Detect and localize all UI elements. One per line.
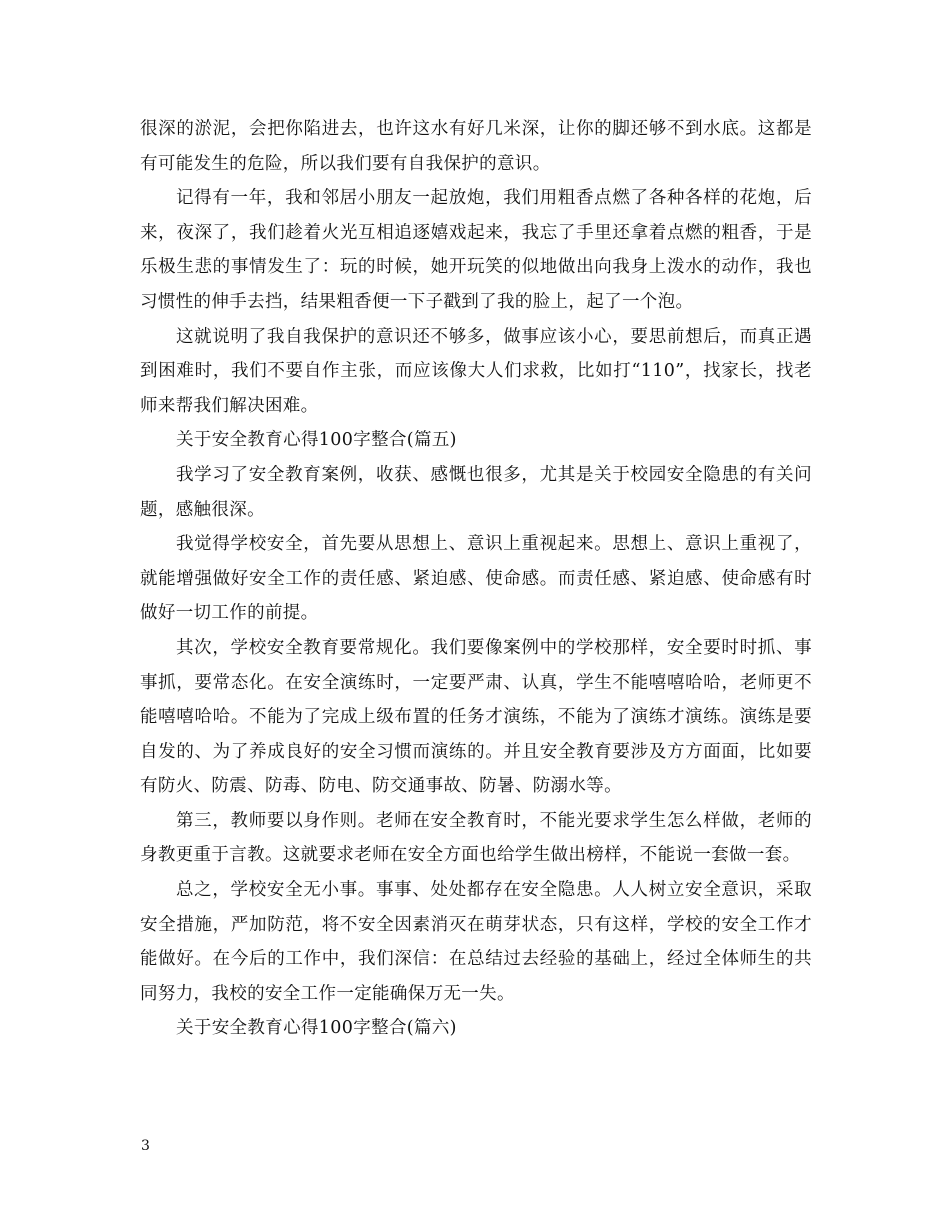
paragraph-6: 其次，学校安全教育要常规化。我们要像案例中的学校那样，安全要时时抓、事事抓，要常态化。在安全演练时，一定要严肃、认真，学生不能嘻嘻哈哈，老师更不能嘻嘻哈哈。不能为了完成上级布置的任务才演练，不能为了演练才演练。演练是要自发的、为了养成良好的安全习惯而演练的。并且安全教育要涉及方方面面，比如要有防火、防震、防毒、防电、防交通事故、防暑、防溺水等。 [140,637,812,797]
section-heading-6: 关于安全教育心得100字整合(篇六) [176,1018,457,1039]
section-heading-5: 关于安全教育心得100字整合(篇五) [176,430,457,451]
paragraph-7: 第三，教师要以身作则。老师在安全教育时，不能光要求学生怎么样做，老师的身教更重于言教。这就要求老师在安全方面也给学生做出榜样，不能说一套做一套。 [140,810,812,866]
paragraph-2: 记得有一年，我和邻居小朋友一起放炮，我们用粗香点燃了各种各样的花炮，后来，夜深了，我们趁着火光互相追逐嬉戏起来，我忘了手里还拿着点燃的粗香，于是乐极生悲的事情发生了：玩的时候，她开玩笑的似地做出向我身上泼水的动作，我也习惯性的伸手去挡，结果粗香便一下子戳到了我的脸上，起了一个泡。 [140,188,812,312]
paragraph-3: 这就说明了我自我保护的意识还不够多，做事应该小心，要思前想后，而真正遇到困难时，我们不要自作主张，而应该像大人们求救，比如打“110”，找家长，找老师来帮我们解决困难。 [140,326,812,416]
paragraph-5: 我觉得学校安全，首先要从思想上、意识上重视起来。思想上、意识上重视了，就能增强做好安全工作的责任感、紧迫感、使命感。而责任感、紧迫感、使命感有时做好一切工作的前提。 [140,534,812,624]
paragraph-4: 我学习了安全教育案例，收获、感慨也很多，尤其是关于校园安全隐患的有关问题，感触很深。 [140,464,812,520]
document-body [140,112,812,1046]
page-number: 3 [141,1138,150,1154]
paragraph-8: 总之，学校安全无小事。事事、处处都存在安全隐患。人人树立安全意识，采取安全措施，严加防范，将不安全因素消灭在萌芽状态，只有这样，学校的安全工作才能做好。在今后的工作中，我们深信：在总结过去经验的基础上，经过全体师生的共同努力，我校的安全工作一定能确保万无一失。 [140,880,812,1004]
paragraph-1: 很深的淤泥，会把你陷进去，也许这水有好几米深，让你的脚还够不到水底。这都是有可能发生的危险，所以我们要有自我保护的意识。 [140,119,812,174]
